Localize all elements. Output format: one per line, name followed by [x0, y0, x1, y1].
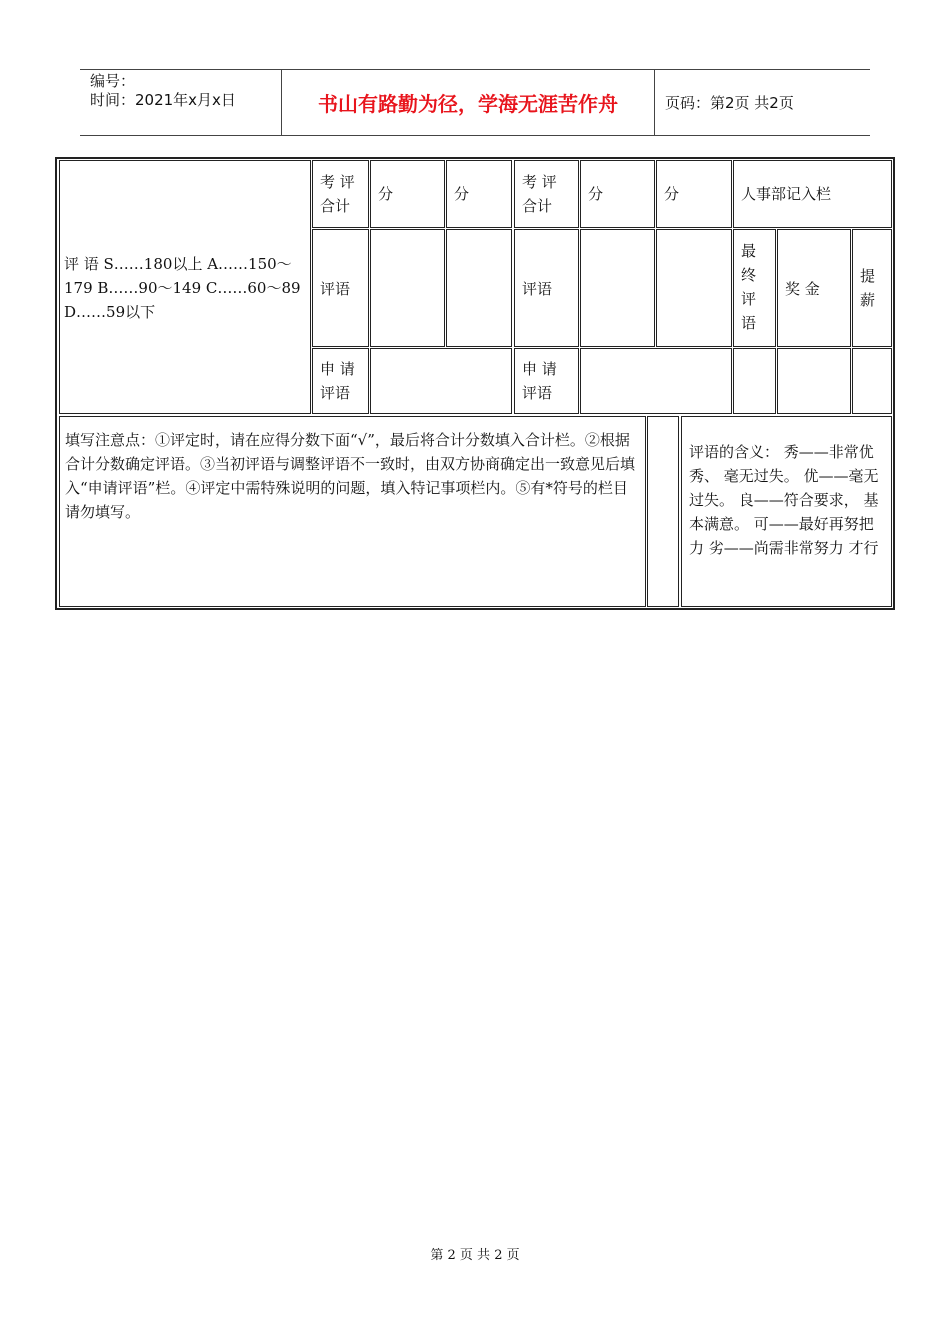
comment-value-cell-4 — [656, 229, 732, 347]
hr-column-header: 人事部记入栏 — [741, 185, 832, 203]
final-comment-label: 最终评语 — [741, 242, 757, 332]
comment-value-cell-3 — [580, 229, 655, 347]
comment-value-cell-1 — [370, 229, 445, 347]
comment-meaning: 评语的含义： 秀——非常优秀、 毫无过失。 优——毫无过失。 良——符合要求， 基本满意。 可——最好再努把力 劣——尚需非常努力 才行 — [689, 443, 879, 557]
footer-page-number: 第 2 页 共 2 页 — [430, 1248, 520, 1263]
rating-scale-text: 评 语 S……180以上 A……150～179 B……90～149 C……60～89 D……59以下 — [64, 255, 301, 321]
apply-comment-value-cell-1 — [370, 348, 512, 414]
bonus-value-cell — [777, 348, 851, 414]
spacer-cell — [647, 416, 679, 607]
total-score-label-1: 考 评 合计 — [320, 173, 355, 215]
header-bottom-rule — [80, 135, 870, 136]
score-label-4: 分 — [664, 185, 680, 203]
comment-label-2: 评语 — [522, 280, 553, 298]
raise-label: 提薪 — [860, 267, 876, 309]
score-label-1: 分 — [378, 185, 394, 203]
document-number-label: 编号： — [90, 72, 136, 90]
score-label-3: 分 — [588, 185, 604, 203]
page-indicator: 页码：第2页 共2页 — [665, 94, 794, 112]
filling-notes: 填写注意点：①评定时，请在应得分数下面“√”，最后将合计分数填入合计栏。②根据合计分数确定评语。③当初评语与调整评语不一致时，由双方协商确定出一致意见后填入“申请评语”栏。④评定中需特殊说明的问题，填入特记事项栏内。⑤有*符号的栏目请勿填写。 — [65, 431, 636, 521]
apply-comment-label-2: 申 请 评语 — [522, 360, 557, 402]
raise-value-cell — [852, 348, 892, 414]
header-divider-right — [654, 69, 655, 135]
total-score-label-2: 考 评 合计 — [522, 173, 557, 215]
final-comment-value-cell — [733, 348, 776, 414]
comment-label-1: 评语 — [320, 280, 351, 298]
score-label-2: 分 — [454, 185, 470, 203]
comment-value-cell-2 — [446, 229, 512, 347]
apply-comment-label-1: 申 请 评语 — [320, 360, 355, 402]
apply-comment-value-cell-2 — [580, 348, 732, 414]
motto-heading: 书山有路勤为径，学海无涯苦作舟 — [318, 92, 618, 116]
bonus-label: 奖 金 — [785, 280, 820, 298]
header-top-rule — [80, 69, 870, 70]
document-date: 时间：2021年x月x日 — [90, 91, 236, 109]
